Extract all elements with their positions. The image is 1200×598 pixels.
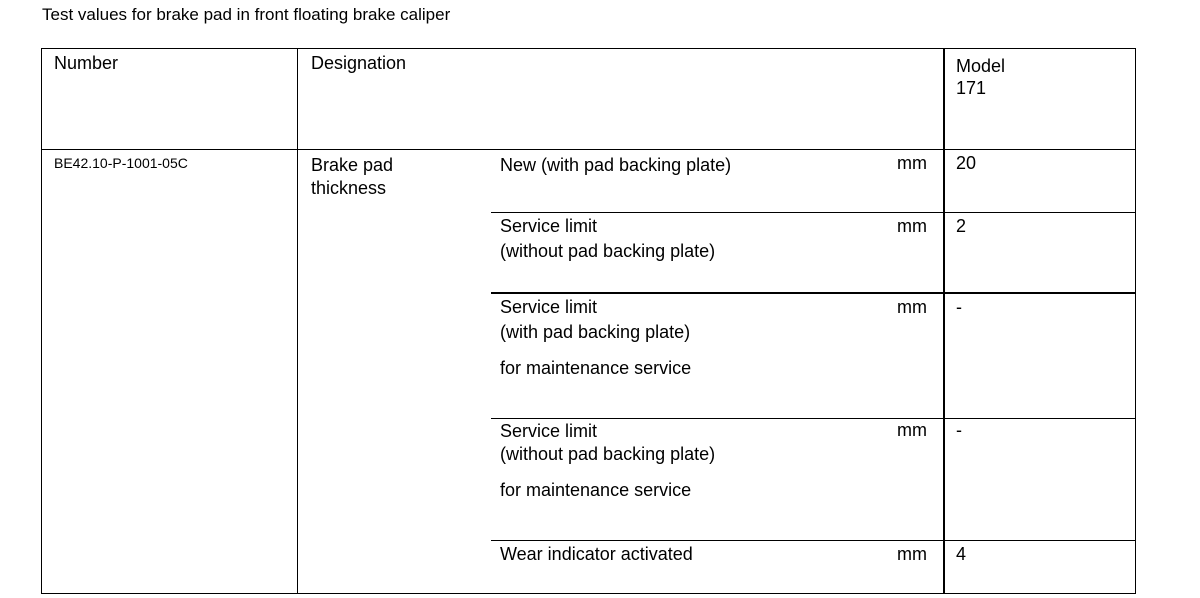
subrow-3-line1: Service limit <box>500 297 598 317</box>
subrow-2-line2: (without pad backing plate) <box>500 241 716 261</box>
row-designation-line1: Brake pad <box>311 155 394 175</box>
row-designation-line2: thickness <box>311 178 387 198</box>
subrow-4-unit: mm <box>897 420 927 440</box>
subrow-3-line2: (with pad backing plate) <box>500 322 691 342</box>
subrow-2-value: 2 <box>956 216 967 236</box>
subrow-1-unit: mm <box>897 153 927 173</box>
subrow-3-unit: mm <box>897 297 927 317</box>
subrow-4-line2: (without pad backing plate) <box>500 444 716 464</box>
header-model-number: 171 <box>956 78 987 98</box>
subrow-1-line1: New (with pad backing plate) <box>500 155 732 175</box>
subrow-3-value: - <box>956 297 962 317</box>
header-number: Number <box>54 53 119 73</box>
subrow-3-line3: for maintenance service <box>500 358 692 378</box>
subrow-5-value: 4 <box>956 544 967 564</box>
header-designation: Designation <box>311 53 407 73</box>
subrow-2-unit: mm <box>897 216 927 236</box>
subrow-4-value: - <box>956 420 962 440</box>
table-title: Test values for brake pad in front floating brake caliper <box>42 5 451 24</box>
subrow-4-line3: for maintenance service <box>500 480 692 500</box>
subrow-5-line1: Wear indicator activated <box>500 544 693 564</box>
subrow-4-line1: Service limit <box>500 421 598 441</box>
header-model-label: Model <box>956 56 1006 76</box>
subrow-2-line1: Service limit <box>500 216 598 236</box>
row-number: BE42.10-P-1001-05C <box>54 155 188 171</box>
subrow-1-value: 20 <box>956 153 977 173</box>
subrow-5-unit: mm <box>897 544 927 564</box>
